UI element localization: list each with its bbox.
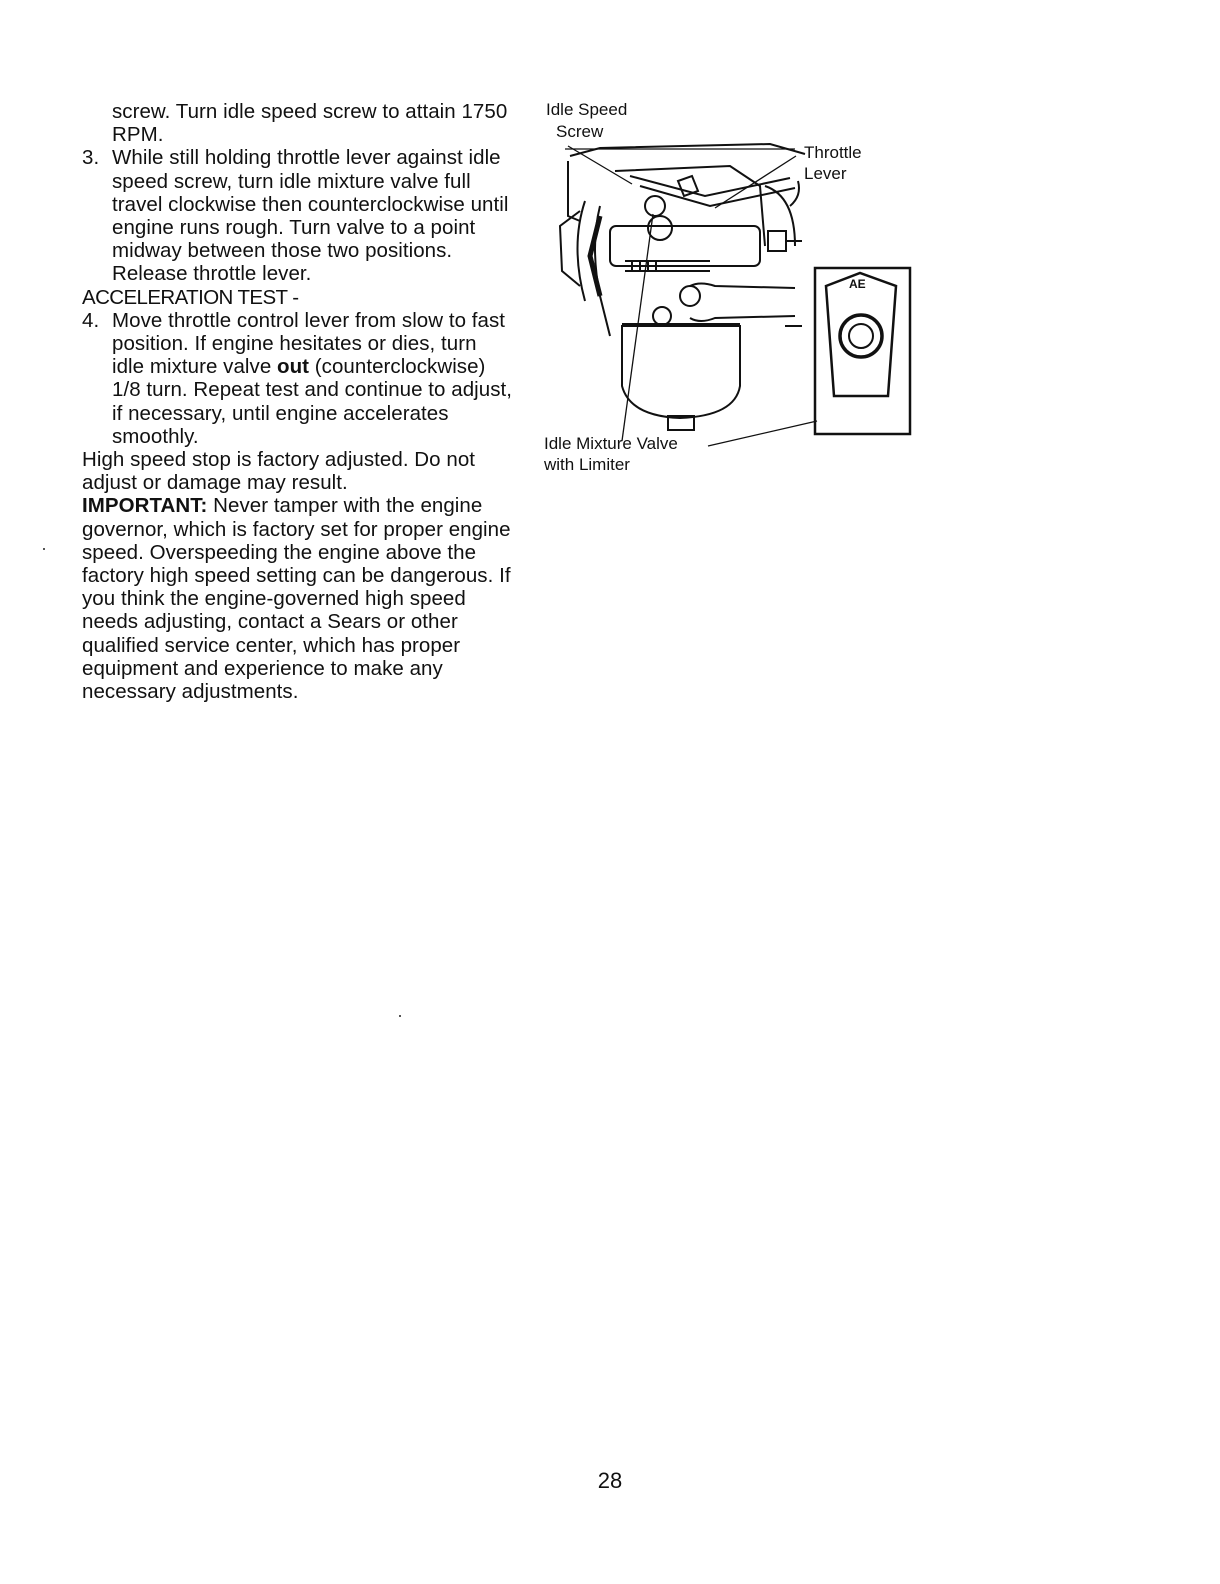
carburetor-figure	[540, 96, 930, 486]
step-3	[82, 146, 512, 285]
step-4-text-before: Move throttle control lever from slow to fast position. If engine hesitates or dies, turn idle mixture valve	[112, 308, 506, 379]
carburetor-illustration	[540, 96, 930, 486]
inset-badge-label: AE	[849, 277, 866, 291]
step-3-number: 3.	[82, 146, 100, 170]
important-label: IMPORTANT:	[82, 494, 208, 518]
high-speed-note: High speed stop is factory adjusted. Do not adjust or damage may result.	[82, 448, 476, 495]
label-throttle-lever-line1: Throttle	[804, 143, 862, 162]
scan-mark	[399, 1015, 401, 1017]
important-text: Never tamper with the engine governor, which is factory set for proper engine speed. Overspeeding the engine above the factory high speed setting can be dangerous. If you think the engine-governed high speed needs adjusting, contact a Sears or other qualified service center, which has proper equipment and experience to make any necessary adjustments.	[82, 494, 511, 704]
instructions-column	[82, 100, 512, 703]
step-2-continued: screw. Turn idle speed screw to attain 1750 RPM.	[112, 100, 508, 147]
step-4	[82, 309, 512, 448]
scan-mark	[43, 548, 45, 550]
label-idle-speed-screw-line2: Screw	[556, 122, 604, 141]
acceleration-test-heading: ACCELERATION TEST -	[82, 285, 299, 309]
step-4-text-bold: out	[277, 355, 310, 379]
label-idle-speed-screw-line1: Idle Speed	[546, 100, 628, 119]
label-throttle-lever-line2: Lever	[804, 164, 847, 183]
step-3-text: While still holding throttle lever against idle speed screw, turn idle mixture valve full travel clockwise then counterclockwise until engine runs rough. Turn valve to a point midway between those two positions. Release throttle lever.	[112, 146, 509, 286]
step-4-text-after: (counterclockwise) 1/8 turn. Repeat test and continue to adjust, if necessary, until engine accelerates smoothly.	[112, 355, 512, 448]
label-idle-mixture-valve-line2: with Limiter	[544, 455, 630, 474]
page-number: 28	[597, 1468, 623, 1493]
label-idle-mixture-valve-line1: Idle Mixture Valve	[544, 434, 678, 453]
step-4-number: 4.	[82, 308, 100, 332]
important-paragraph	[82, 494, 512, 703]
